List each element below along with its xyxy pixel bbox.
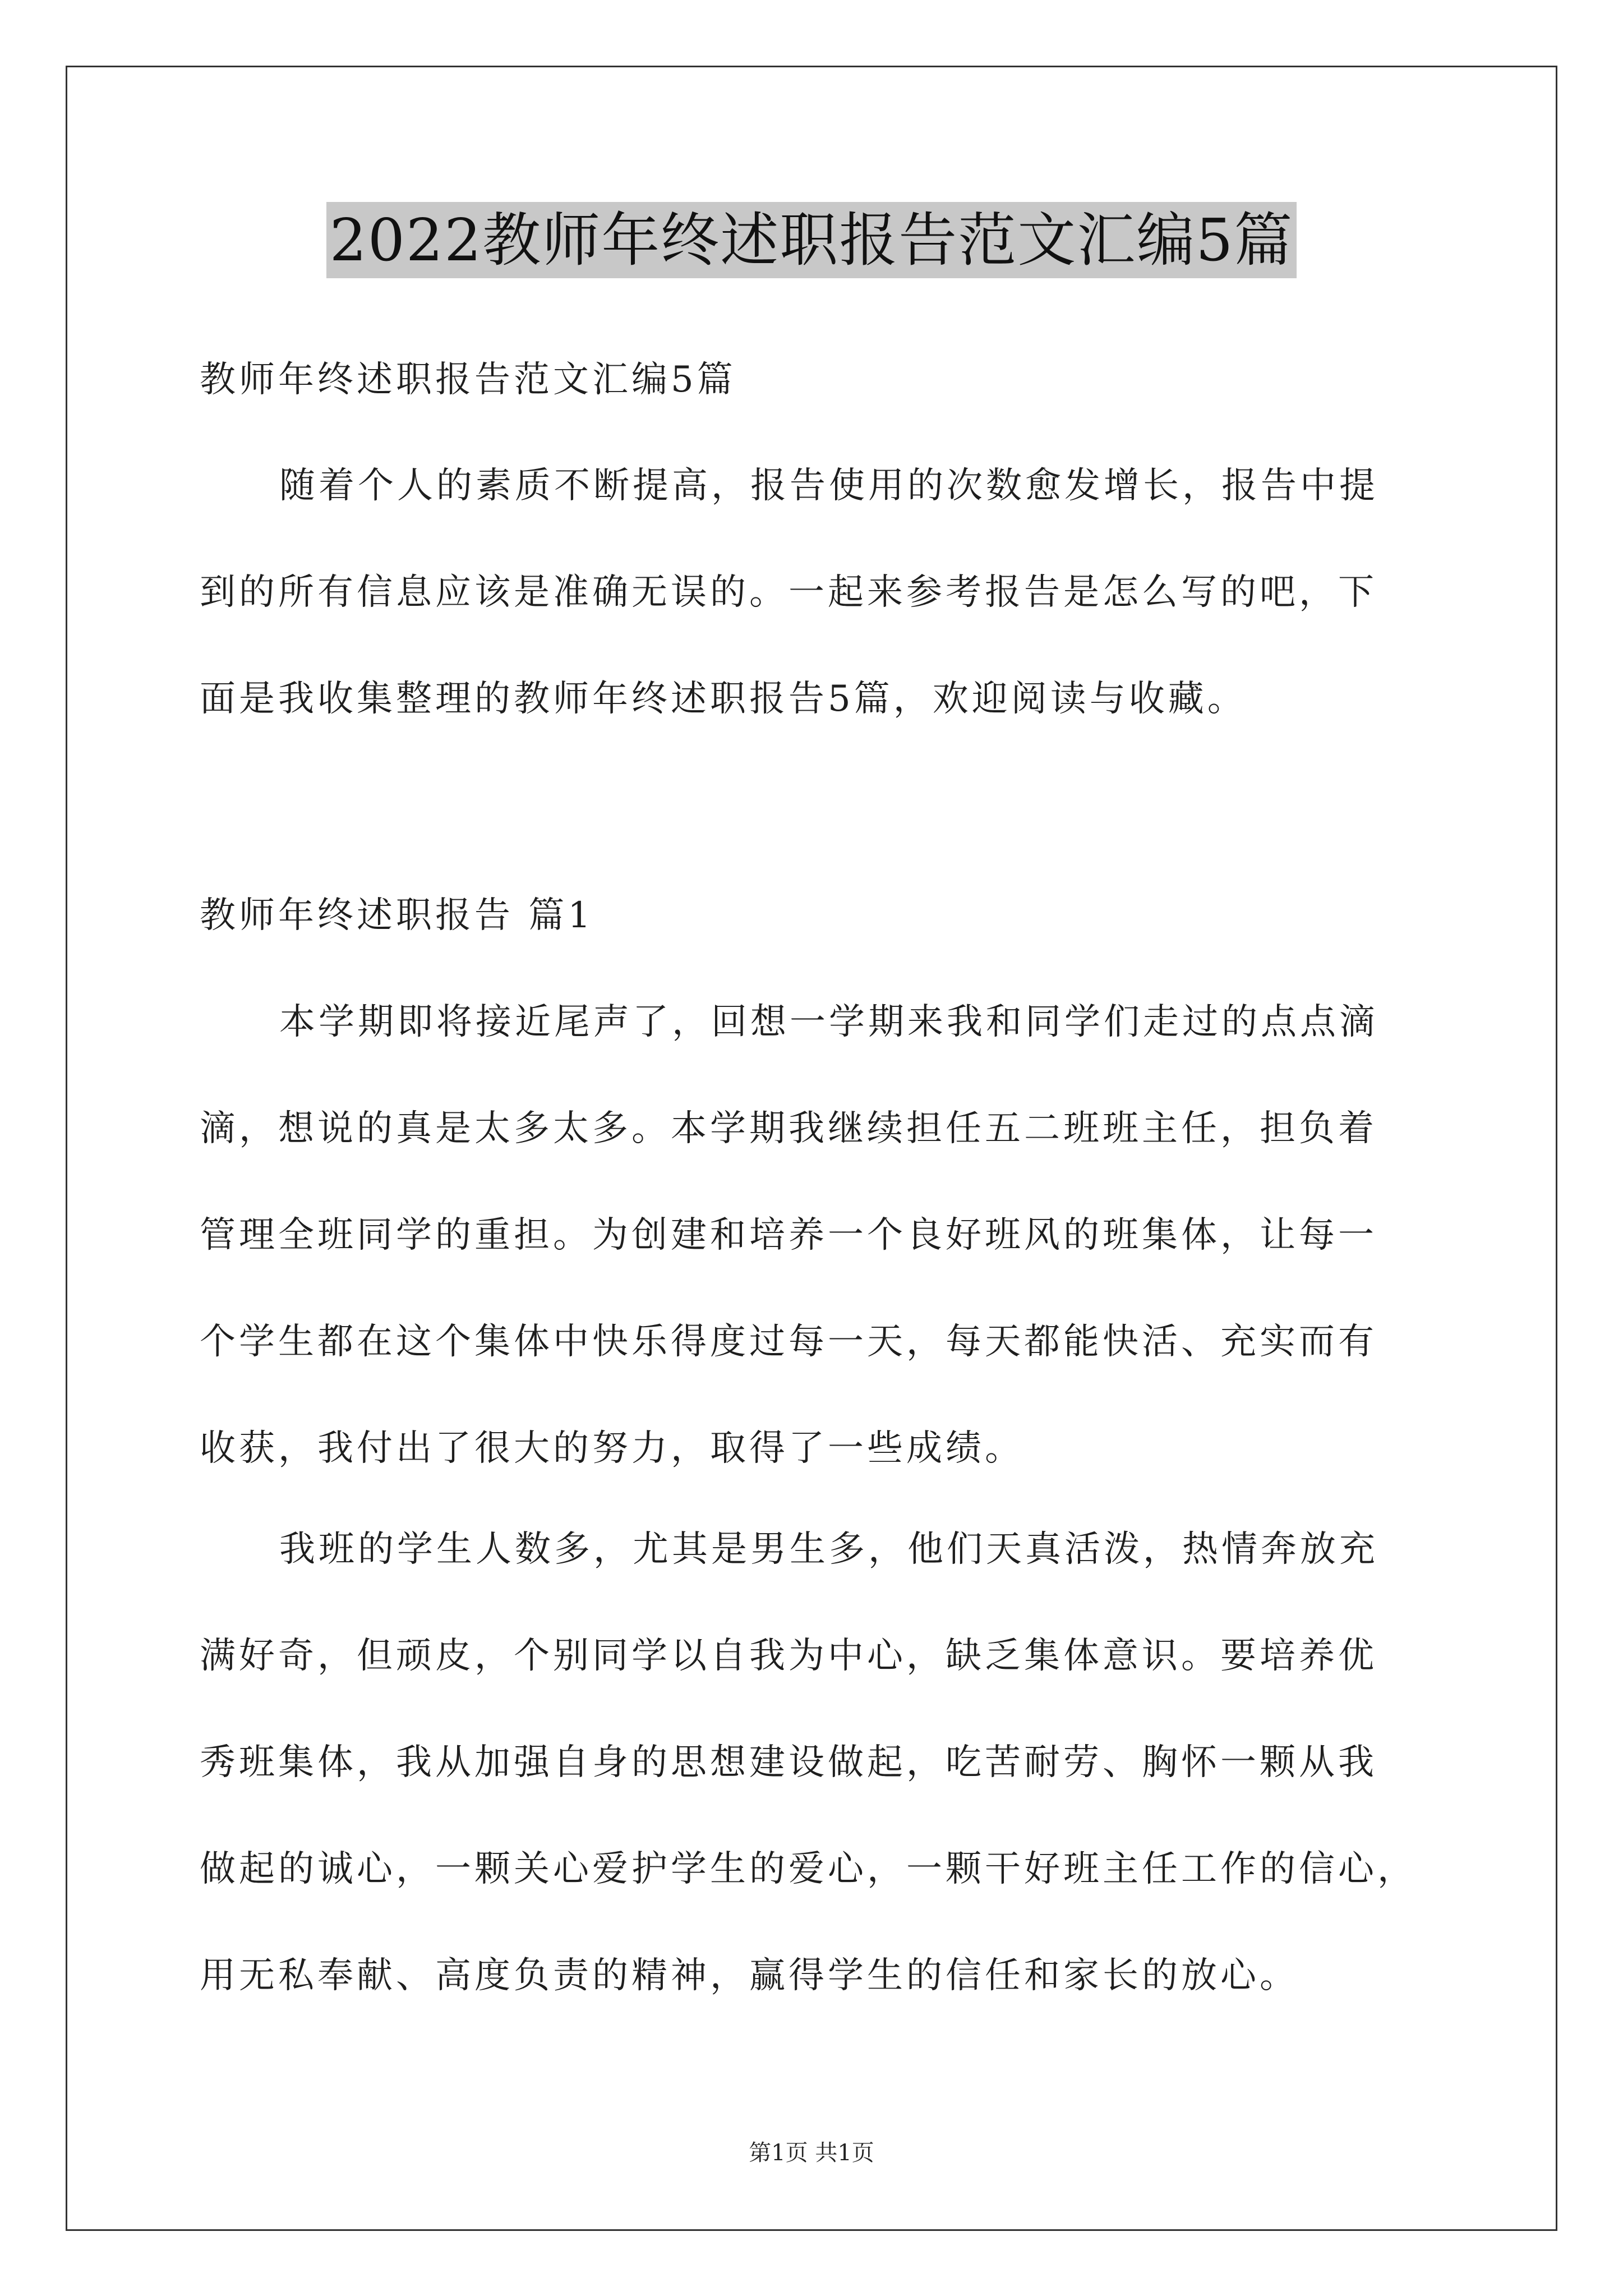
- intro-paragraph: [200, 461, 1445, 724]
- paragraph-2-line: 做起的诚心，一颗关心爱护学生的爱心，一颗干好班主任工作的信心，: [200, 1848, 1417, 1890]
- intro-line: 到的所有信息应该是准确无误的。一起来参考报告是怎么写的吧，下: [200, 572, 1377, 613]
- section-heading: 教师年终述职报告 篇1: [200, 895, 594, 936]
- paragraph-2-line: 秀班集体，我从加强自身的思想建设做起，吃苦耐劳、胸怀一颗从我: [200, 1742, 1377, 1783]
- paragraph-1-line: 本学期即将接近尾声了，回想一学期来我和同学们走过的点点滴: [279, 1001, 1378, 1043]
- paragraph-1-line: 滴，想说的真是太多太多。本学期我继续担任五二班班主任，担负着: [200, 1108, 1377, 1149]
- paragraph-2-line: 我班的学生人数多，尤其是男生多，他们天真活泼，热情奔放充: [279, 1529, 1378, 1570]
- paragraph-2: [200, 1525, 1445, 2000]
- paragraph-1: [200, 997, 1445, 1473]
- intro-line: 随着个人的素质不断提高，报告使用的次数愈发增长，报告中提: [279, 465, 1378, 507]
- paragraph-1-line: 管理全班同学的重担。为创建和培养一个良好班风的班集体，让每一: [200, 1214, 1377, 1256]
- paragraph-1-line: 收获，我付出了很大的努力，取得了一些成绩。: [200, 1428, 1024, 1469]
- paragraph-2-line: 用无私奉献、高度负责的精神，赢得学生的信任和家长的放心。: [200, 1955, 1299, 1996]
- paragraph-1-line: 个学生都在这个集体中快乐得度过每一天，每天都能快活、充实而有: [200, 1321, 1377, 1363]
- document-subtitle: 教师年终述职报告范文汇编5篇: [200, 359, 736, 401]
- title-container: [0, 202, 1623, 278]
- page-footer: 第1页 共1页: [749, 2140, 874, 2166]
- paragraph-2-line: 满好奇，但顽皮，个别同学以自我为中心，缺乏集体意识。要培养优: [200, 1635, 1377, 1677]
- intro-line: 面是我收集整理的教师年终述职报告5篇，欢迎阅读与收藏。: [200, 678, 1247, 720]
- document-title: 2022教师年终述职报告范文汇编5篇: [326, 202, 1297, 278]
